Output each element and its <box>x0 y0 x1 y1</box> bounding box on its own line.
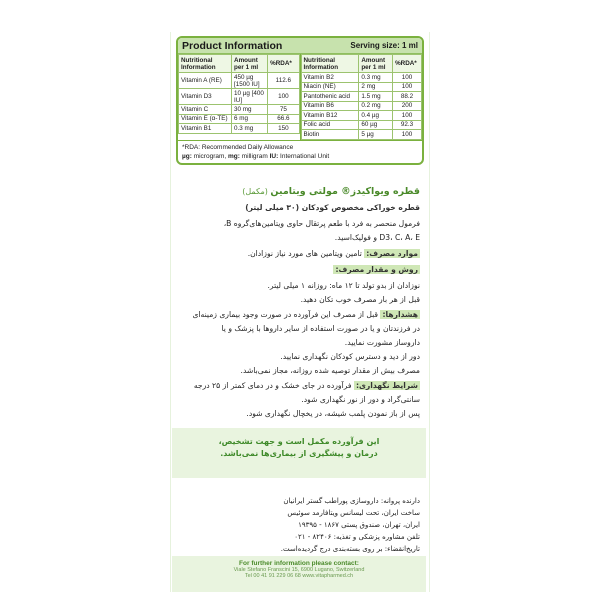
warning-line-1: هشدارها: قبل از مصرف این فرآورده در صورت وجود بیماری زمینه‌ای <box>192 310 418 319</box>
storage-line-2: سانتی‌گراد و دور از نور نگهداری شود. <box>301 395 420 404</box>
storage-line-1: شرایط نگهداری: فرآورده در جای خشک و در دمای کمتر از ۲۵ درجه <box>193 381 418 390</box>
usage-label: موارد مصرف: <box>366 249 418 258</box>
holder-line-4: تلفن مشاوره پزشکی و تغذیه: ۸۲۴۰۶ - ۰۲۱ <box>294 533 420 541</box>
rda-footnote <box>178 140 422 163</box>
nutrient-amount: 2 mg <box>359 82 393 92</box>
contact-address: Viale Stefano Franscini 15, 6900 Lugano, Switzerland <box>233 567 365 573</box>
dosage-label: روش و مقدار مصرف: <box>335 265 418 274</box>
nutrient-amount: 0.4 µg <box>359 111 393 121</box>
nutrient-amount: 60 µg <box>359 120 393 130</box>
col-header-amount: Amount per 1 ml <box>359 55 393 73</box>
nutrient-name: Folic acid <box>301 120 359 130</box>
nutrient-name: Vitamin B2 <box>301 73 359 83</box>
nutrient-name: Niacin (NE) <box>301 82 359 92</box>
table-row <box>301 73 422 83</box>
nutrient-name: Biotin <box>301 130 359 140</box>
nutrient-amount: 6 mg <box>232 114 268 124</box>
col-header-nutritional: Nutritional Information <box>179 55 232 73</box>
product-title-fa: قطره ویواکیدز® مولتی ویتامین (مکمل) <box>242 186 420 197</box>
nutrition-table-left <box>178 54 300 134</box>
nutrient-rda: 100 <box>393 73 422 83</box>
table-row <box>301 111 422 121</box>
contact-footer <box>172 556 426 592</box>
rda-definition: *RDA: Recommended Daily Allowance <box>182 143 294 151</box>
left-column <box>178 54 300 140</box>
usage-line: موارد مصرف: تامین ویتامین های مورد نیاز نوزادان. <box>247 249 418 258</box>
supplement-notice-band <box>172 428 426 478</box>
warning-label: هشدارها: <box>382 310 418 319</box>
holder-line-3: ایران، تهران، صندوق پستی ۱۸۶۷ - ۱۹۳۹۵ <box>298 521 420 529</box>
warning-line-4: دور از دید و دسترس کودکان نگهداری نمایید. <box>280 352 420 361</box>
product-subtitle-fa: قطره خوراکی مخصوص کودکان (۳۰ میلی لیتر) <box>245 203 420 212</box>
right-column <box>300 54 423 140</box>
table-row <box>179 73 300 89</box>
nutrient-rda: 100 <box>393 82 422 92</box>
nutrient-name: Pantothenic acid <box>301 92 359 102</box>
warning-line-3: داروساز مشورت نمایید. <box>344 338 420 347</box>
formula-line-2: D3، C، A، E و فولیک‌اسید. <box>334 233 420 242</box>
nutrient-amount: 10 µg [400 IU] <box>232 89 268 105</box>
unit-definitions: µg: microgram, mg: milligram IU: International Unit <box>182 152 330 160</box>
nutrient-rda: 100 <box>393 111 422 121</box>
table-row <box>301 92 422 102</box>
dosage-heading <box>333 264 420 276</box>
holder-line-1: دارنده پروانه: داروسازی پوراطب گستر ایرانیان <box>283 497 420 505</box>
holder-line-5: تاریخ‌انقضاء: بر روی بسته‌بندی درج گردیده‌است. <box>280 545 420 553</box>
warning-line-5: مصرف بیش از مقدار توصیه شده روزانه، مجاز نمی‌باشد. <box>240 366 420 375</box>
nutrient-amount: 0.3 mg <box>232 124 268 134</box>
nutrient-rda: 200 <box>393 101 422 111</box>
nutrient-name: Vitamin B1 <box>179 124 232 134</box>
col-header-amount: Amount per 1 ml <box>232 55 268 73</box>
col-header-rda: %RDA* <box>393 55 422 73</box>
product-information-table <box>176 36 424 165</box>
nutrient-name: Vitamin C <box>179 105 232 115</box>
table-row <box>179 89 300 105</box>
dosage-line-1: نوزادان از بدو تولد تا ۱۲ ماه: روزانه ۱ میلی لیتر. <box>267 281 420 290</box>
storage-label: شرایط نگهداری: <box>355 381 418 390</box>
nutrient-rda: 112.6 <box>268 73 299 89</box>
nutrient-amount: 450 µg [1500 IU] <box>232 73 268 89</box>
formula-line-1: فرمول منحصر به فرد با طعم پرتقال حاوی ویتامین‌های‌گروه B، <box>223 219 420 228</box>
nutrient-rda: 92.3 <box>393 120 422 130</box>
table-row <box>179 105 300 115</box>
nutrient-name: Vitamin D3 <box>179 89 232 105</box>
storage-line-3: پس از باز نمودن پلمب شیشه، در یخچال نگهداری شود. <box>246 409 420 418</box>
table-header-bar <box>178 38 422 54</box>
nutrient-name: Vitamin A (RE) <box>179 73 232 89</box>
holder-line-2: ساخت ایران، تحت لیسانس ویتافارمد سوئیس <box>287 509 420 517</box>
nutrient-rda: 66.6 <box>268 114 299 124</box>
dosage-line-2: قبل از هر بار مصرف خوب تکان دهید. <box>300 295 420 304</box>
table-row <box>301 120 422 130</box>
table-row <box>179 124 300 134</box>
nutrient-rda: 100 <box>393 130 422 140</box>
col-header-rda: %RDA* <box>268 55 299 73</box>
table-row <box>301 82 422 92</box>
nutrient-amount: 5 µg <box>359 130 393 140</box>
contact-heading: For further information please contact: <box>239 560 359 567</box>
serving-size: Serving size: 1 ml <box>350 41 418 50</box>
nutrient-amount: 30 mg <box>232 105 268 115</box>
nutrient-rda: 88.2 <box>393 92 422 102</box>
nutrient-amount: 0.2 mg <box>359 101 393 111</box>
table-title: Product Information <box>182 39 283 52</box>
nutrient-rda: 150 <box>268 124 299 134</box>
warning-line-2: در فرزندتان و یا در صورت استفاده از سایر داروها با پزشک و یا <box>221 324 420 333</box>
table-row <box>301 101 422 111</box>
contact-phone-web: Tel 00 41 91 229 06 68 www.vitapharmed.ch <box>244 573 354 579</box>
nutrient-rda: 75 <box>268 105 299 115</box>
col-header-nutritional: Nutritional Information <box>301 55 359 73</box>
nutrient-rda: 100 <box>268 89 299 105</box>
nutrient-name: Vitamin B6 <box>301 101 359 111</box>
nutrient-amount: 1.5 mg <box>359 92 393 102</box>
nutrient-amount: 0.3 mg <box>359 73 393 83</box>
nutrient-name: Vitamin E (α-TE) <box>179 114 232 124</box>
nutrient-name: Vitamin B12 <box>301 111 359 121</box>
table-row <box>179 114 300 124</box>
supplement-notice: این فرآورده مکمل است و جهت تشخیص، درمان و پیشگیری از بیماری‌ها نمی‌باشد. <box>218 437 380 458</box>
table-row <box>301 130 422 140</box>
nutrition-table-right <box>301 54 423 140</box>
